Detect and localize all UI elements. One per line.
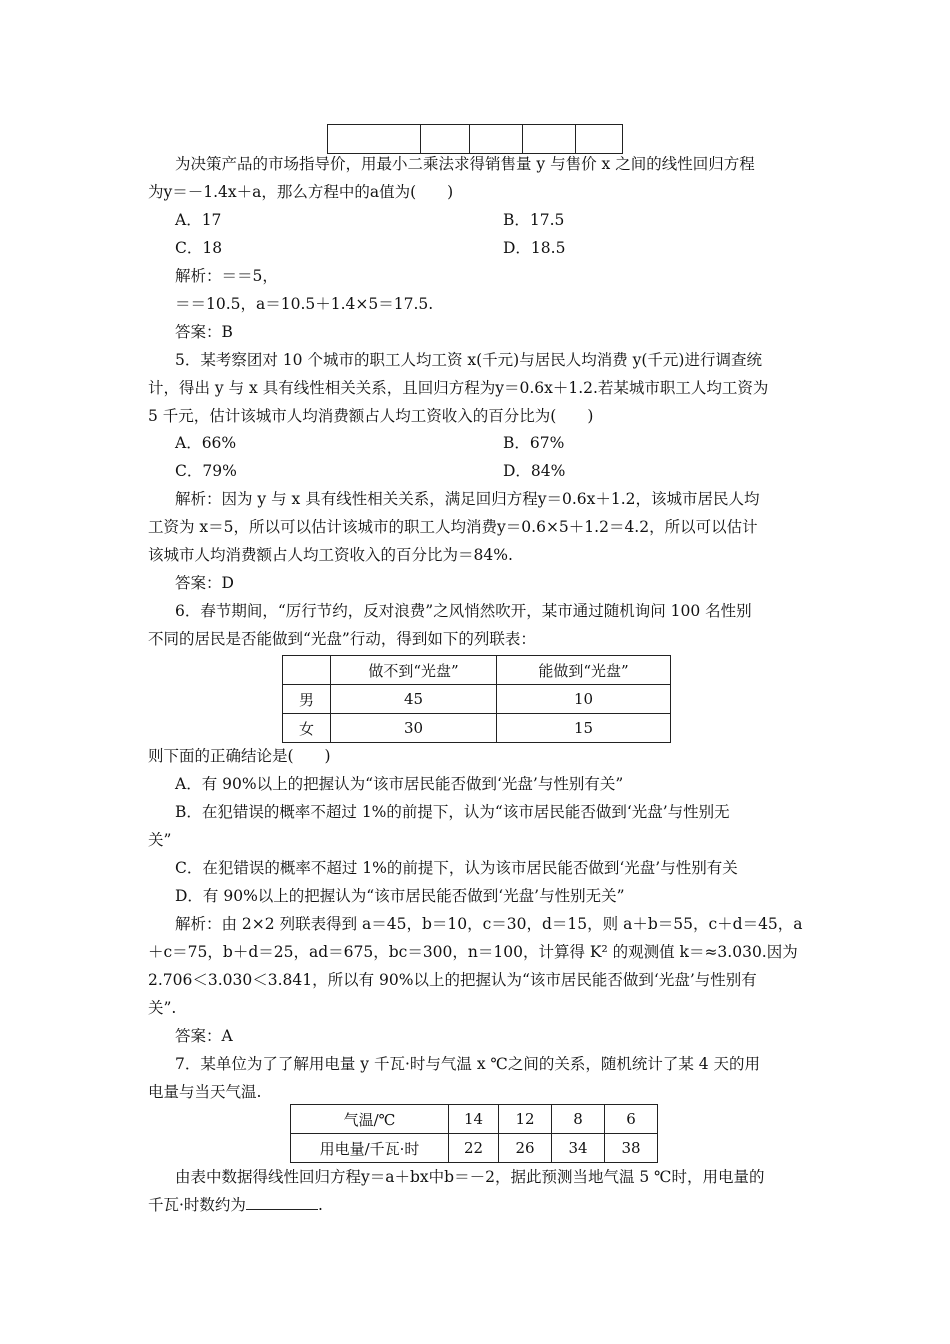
q6-solution-line3: 2.706＜3.030＜3.841，所以有 90%以上的把握认为“该市居民能否做到‘光盘’与性别有	[148, 971, 757, 989]
q5-stem-line1: 5．某考察团对 10 个城市的职工人均工资 x(千元)与居民人均消费 y(千元)进行调查统	[175, 351, 762, 369]
q4-answer: 答案：B	[175, 323, 233, 341]
table-cell	[523, 125, 576, 154]
q6-option-c: C．在犯错误的概率不超过 1%的前提下，认为该市居民能否做到‘光盘’与性别有关	[175, 859, 738, 877]
q7-text-line1: 由表中数据得线性回归方程y＝a＋bx中b＝－2，据此预测当地气温 5 ℃时，用电量的	[175, 1168, 765, 1186]
table-header-cell	[283, 656, 331, 685]
table-cell	[328, 125, 421, 154]
q5-solution-line1: 解析：因为 y 与 x 具有线性相关关系，满足回归方程y＝0.6x＋1.2，该城市居民人均	[175, 490, 760, 508]
q4-option-d: D．18.5	[503, 239, 566, 257]
q6-option-b-line1: B．在犯错误的概率不超过 1%的前提下，认为“该市居民能否做到‘光盘’与性别无	[175, 803, 730, 821]
q4-option-b: B．17.5	[503, 211, 565, 229]
table-cell: 用电量/千瓦·时	[291, 1134, 449, 1163]
q6-stem-line1: 6．春节期间，“厉行节约，反对浪费”之风悄然吹开，某市通过随机询问 100 名性别	[175, 602, 752, 620]
q4-option-c: C．18	[175, 239, 223, 257]
q7-data-table	[290, 1104, 658, 1163]
table-cell: 22	[449, 1134, 499, 1163]
q7-stem-line2: 电量与当天气温.	[148, 1083, 262, 1101]
table-row	[283, 714, 671, 743]
q6-contingency-table	[282, 655, 671, 743]
q5-option-b: B．67%	[503, 434, 565, 452]
q4-stem-line2: 为y＝－1.4x＋a，那么方程中的a值为( )	[148, 183, 454, 201]
table-cell: 6	[605, 1105, 658, 1134]
top-partial-table	[327, 124, 623, 154]
table-cell: 气温/℃	[291, 1105, 449, 1134]
q5-solution-line3: 该城市人均消费额占人均工资收入的百分比为＝84%.	[148, 546, 513, 564]
table-cell: 12	[499, 1105, 552, 1134]
q6-option-d: D．有 90%以上的把握认为“该市居民能否做到‘光盘’与性别无关”	[175, 887, 625, 905]
q5-option-c: C．79%	[175, 462, 237, 480]
q7-text-line2	[148, 1194, 788, 1216]
table-cell: 34	[552, 1134, 605, 1163]
table-cell: 14	[449, 1105, 499, 1134]
table-cell: 男	[283, 685, 331, 714]
table-cell: 女	[283, 714, 331, 743]
table-row	[291, 1134, 658, 1163]
q6-answer: 答案：A	[175, 1027, 233, 1045]
q6-solution-line2: ＋c＝75，b＋d＝25，ad＝675，bc＝300，n＝100，计算得 K² 的观测值 k＝≈3.030.因为	[148, 943, 798, 961]
table-cell: 15	[497, 714, 671, 743]
q6-option-b-line2: 关”	[148, 831, 172, 849]
table-cell	[421, 125, 470, 154]
q7-stem-line1: 7．某单位为了了解用电量 y 千瓦·时与气温 x ℃之间的关系，随机统计了某 4 天的用	[175, 1055, 761, 1073]
q5-answer: 答案：D	[175, 574, 234, 592]
q6-option-a: A．有 90%以上的把握认为“该市居民能否做到‘光盘’与性别有关”	[175, 775, 624, 793]
table-cell	[470, 125, 523, 154]
table-cell: 45	[331, 685, 497, 714]
table-header-cell: 能做到“光盘”	[497, 656, 671, 685]
table-cell	[576, 125, 623, 154]
q5-option-a: A．66%	[175, 434, 237, 452]
q5-stem-line3: 5 千元，估计该城市人均消费额占人均工资收入的百分比为( )	[148, 407, 594, 425]
q6-solution-line4: 关”.	[148, 999, 177, 1017]
table-cell: 38	[605, 1134, 658, 1163]
q7-text-prefix: 千瓦·时数约为	[148, 1196, 246, 1214]
table-cell: 10	[497, 685, 671, 714]
q6-prompt: 则下面的正确结论是( )	[148, 747, 331, 765]
table-row	[291, 1105, 658, 1134]
table-header-row	[283, 656, 671, 685]
table-row	[328, 125, 623, 154]
table-row	[283, 685, 671, 714]
q4-solution-line2: ＝＝10.5，a＝10.5＋1.4×5＝17.5.	[175, 295, 434, 313]
table-cell: 30	[331, 714, 497, 743]
q6-stem-line2: 不同的居民是否能做到“光盘”行动，得到如下的列联表：	[148, 630, 536, 648]
q6-solution-line1: 解析：由 2×2 列联表得到 a＝45，b＝10，c＝30，d＝15，则 a＋b＝55，c＋d＝45，a	[175, 915, 803, 933]
answer-blank[interactable]	[246, 1195, 318, 1210]
table-cell: 8	[552, 1105, 605, 1134]
q4-option-a: A．17	[175, 211, 222, 229]
q4-solution-line1: 解析：＝＝5，	[175, 267, 278, 285]
q4-stem-line1: 为决策产品的市场指导价，用最小二乘法求得销售量 y 与售价 x 之间的线性回归方程	[175, 155, 755, 173]
q5-stem-line2: 计，得出 y 与 x 具有线性相关关系，且回归方程为y＝0.6x＋1.2.若某城市职工人均工资为	[148, 379, 769, 397]
table-cell: 26	[499, 1134, 552, 1163]
q5-option-d: D．84%	[503, 462, 566, 480]
q7-text-suffix: .	[317, 1196, 323, 1214]
q5-solution-line2: 工资为 x＝5，所以可以估计该城市的职工人均消费y＝0.6×5＋1.2＝4.2，所以可以估计	[148, 518, 758, 536]
table-header-cell: 做不到“光盘”	[331, 656, 497, 685]
